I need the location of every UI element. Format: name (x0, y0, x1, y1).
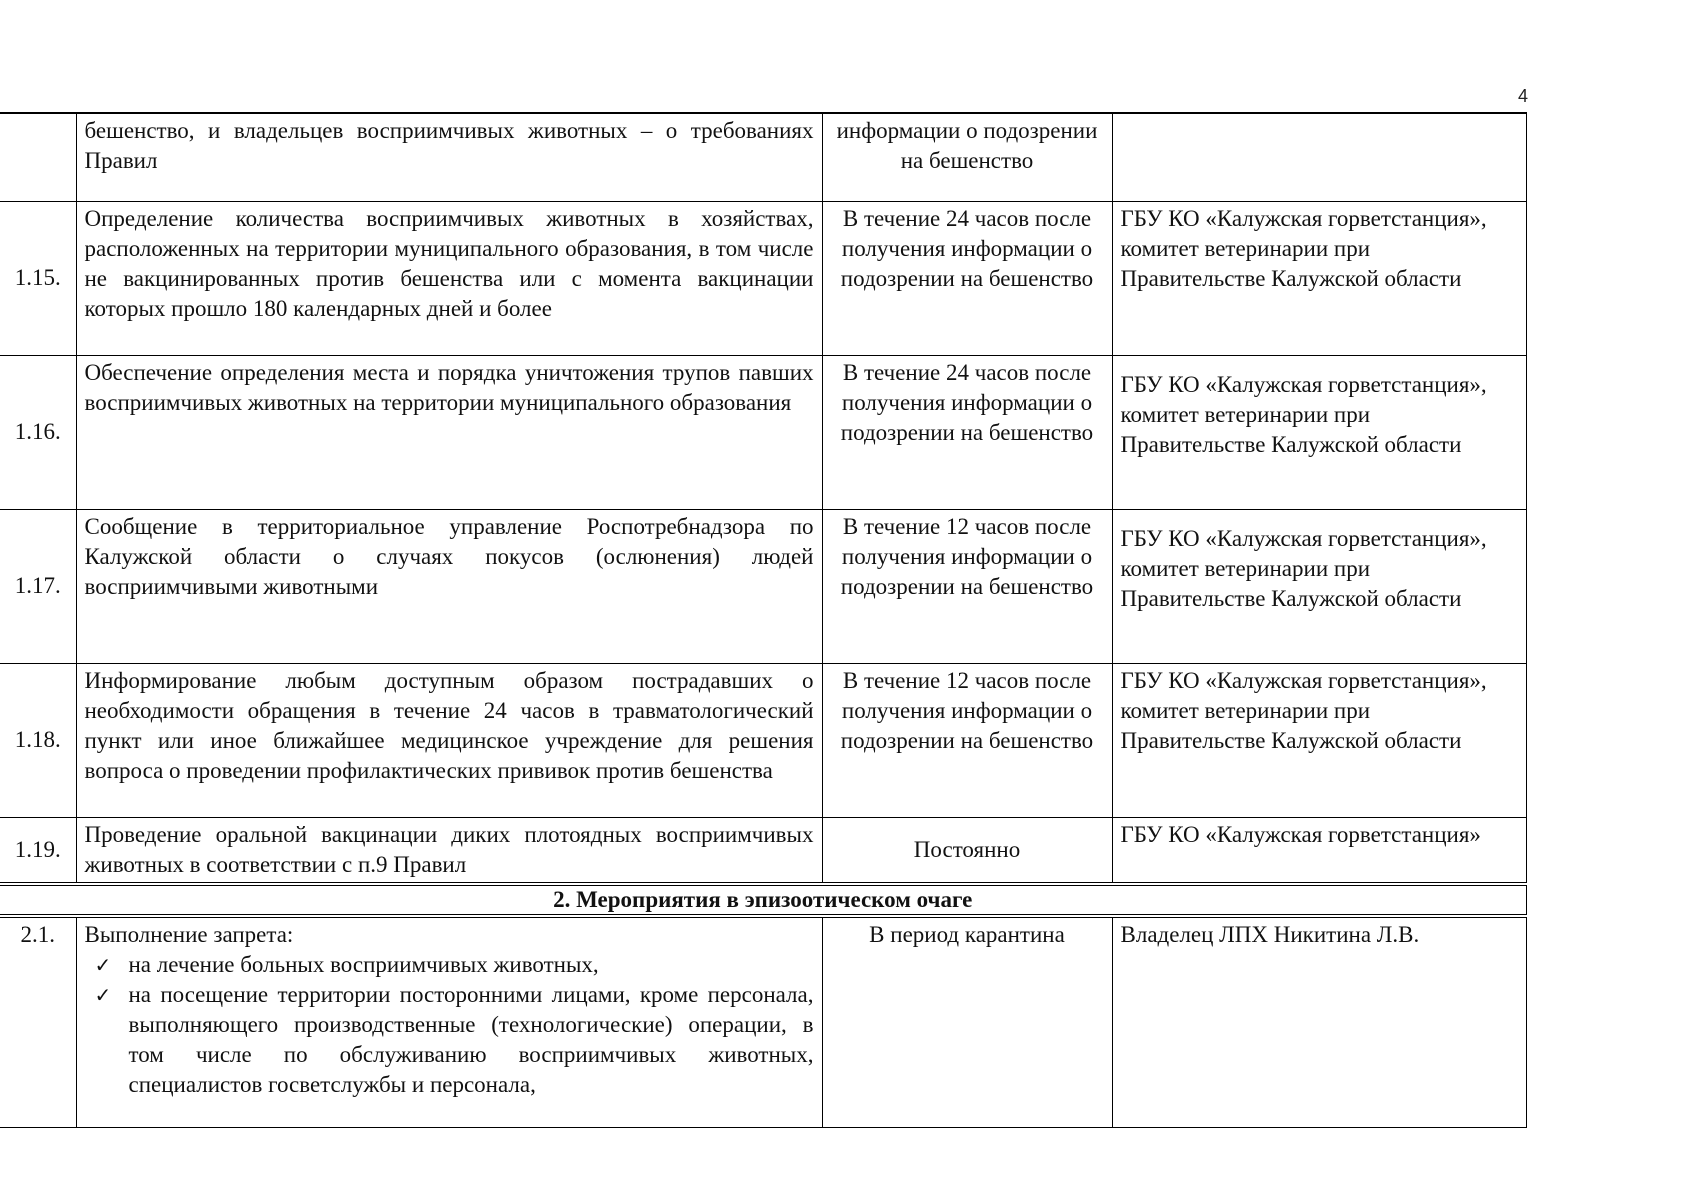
responsible-cell: Владелец ЛПХ Никитина Л.В. (1112, 916, 1526, 1128)
list-item-text: на лечение больных восприимчивых животных, (128, 951, 599, 977)
table-row (0, 201, 1526, 355)
table-row (0, 663, 1526, 817)
responsible-cell: ГБУ КО «Калужская горветстанция», комитет ветеринарии при Правительстве Калужской области (1112, 201, 1526, 355)
deadline-cell: информации о подозрении на бешенство (822, 113, 1112, 201)
section-header-row (0, 884, 1526, 916)
list-item-text: на посещение территории посторонними лицами, кроме персонала, выполняющего производственные (технологические) операции, в том числе по обслуживанию восприимчивых животных, специалистов госветслужбы и персонала, (128, 981, 814, 1097)
responsible-cell (1112, 113, 1526, 201)
table-row (0, 509, 1526, 663)
section-title: 2. Мероприятия в эпизоотическом очаге (0, 884, 1526, 916)
table-row (0, 817, 1526, 884)
row-number: 1.15. (0, 201, 76, 355)
measure-cell: Определение количества восприимчивых животных в хозяйствах, расположенных на территории муниципального образования, в том числе не вакцинированных против бешенства или с момента вакцинации которых прошло 180 календарных дней и более (76, 201, 822, 355)
measures-table (0, 112, 1527, 1128)
responsible-cell: ГБУ КО «Калужская горветстанция», комитет ветеринарии при Правительстве Калужской области (1112, 663, 1526, 817)
page-number: 4 (1518, 86, 1529, 106)
table-row (0, 113, 1526, 201)
measure-cell (76, 916, 822, 1128)
checkmark-icon: ✓ (94, 952, 112, 977)
measure-intro: Выполнение запрета: (84, 921, 294, 947)
row-number: 1.17. (0, 509, 76, 663)
measure-cell: Обеспечение определения места и порядка уничтожения трупов павших восприимчивых животных на территории муниципального образования (76, 355, 822, 509)
measure-cell: Сообщение в территориальное управление Роспотребнадзора по Калужской области о случаях покусов (ослюнения) людей восприимчивыми животными (76, 509, 822, 663)
deadline-cell: В течение 24 часов после получения информации о подозрении на бешенство (822, 355, 1112, 509)
row-number: 2.1. (0, 916, 76, 1128)
responsible-cell: ГБУ КО «Калужская горветстанция», комитет ветеринарии при Правительстве Калужской области (1112, 509, 1526, 663)
measure-cell: бешенство, и владельцев восприимчивых животных – о требованиях Правил (76, 113, 822, 201)
row-number: 1.16. (0, 355, 76, 509)
table-row (0, 916, 1526, 1128)
responsible-cell: ГБУ КО «Калужская горветстанция» (1112, 817, 1526, 884)
row-number: 1.18. (0, 663, 76, 817)
measure-cell: Информирование любым доступным образом пострадавших о необходимости обращения в течение 24 часов в травматологический пункт или иное ближайшее медицинское учреждение для решения вопроса о проведении профилактических прививок против бешенства (76, 663, 822, 817)
responsible-cell: ГБУ КО «Калужская горветстанция», комитет ветеринарии при Правительстве Калужской области (1112, 355, 1526, 509)
deadline-cell: В течение 12 часов после получения информации о подозрении на бешенство (822, 663, 1112, 817)
deadline-cell: Постоянно (822, 817, 1112, 884)
list-item (94, 950, 814, 980)
deadline-cell: В течение 12 часов после получения информации о подозрении на бешенство (822, 509, 1112, 663)
row-number: 1.19. (0, 817, 76, 884)
deadline-cell: В течение 24 часов после получения информации о подозрении на бешенство (822, 201, 1112, 355)
table-row (0, 355, 1526, 509)
checkmark-icon: ✓ (94, 982, 112, 1007)
deadline-cell: В период карантина (822, 916, 1112, 1128)
list-item (94, 980, 814, 1100)
measure-cell: Проведение оральной вакцинации диких плотоядных восприимчивых животных в соответствии с п.9 Правил (76, 817, 822, 884)
prohibition-list (85, 950, 814, 1100)
row-number (0, 113, 76, 201)
